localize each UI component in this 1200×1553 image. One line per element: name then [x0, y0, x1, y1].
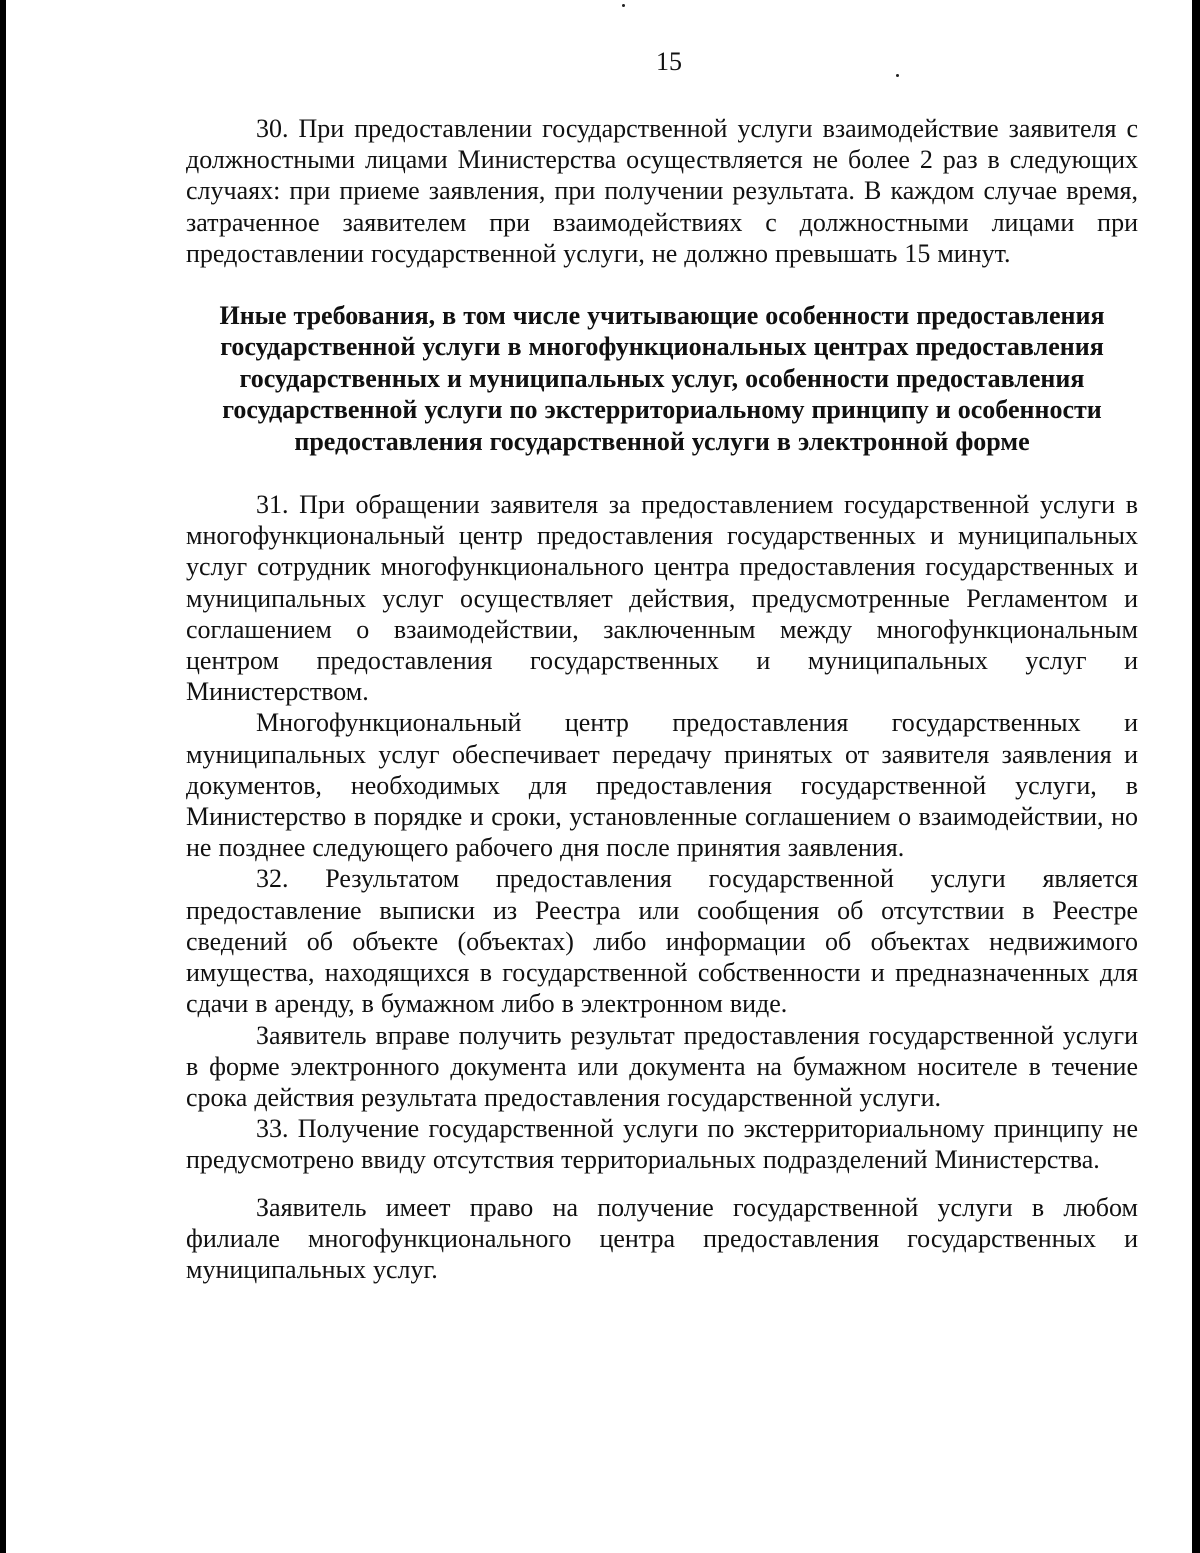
paragraph-33-continued: Заявитель имеет право на получение государственной услуги в любом филиале многофункционального центра предоставления государственных и муниципальных услуг.	[186, 1192, 1138, 1284]
paragraph-31: 31. При обращении заявителя за предоставлением государственной услуги в многофункциональный центр предоставления государственных и муниципальных услуг сотрудник многофункционального центра предоставления государственных и муниципальных услуг осуществляет действия, предусмотренные Регламентом и соглашением о взаимодействии, заключенным между многофункциональным центром предоставления государственных и муниципальных услуг и Министерством.	[186, 490, 1138, 707]
paragraph-31-continued: Многофункциональный центр предоставления государственных и муниципальных услуг обеспечивает передачу принятых от заявителя заявления и документов, необходимых для предоставления государственной услуги, в Министерство в порядке и сроки, установленные соглашением о взаимодействии, но не позднее следующего рабочего дня после принятия заявления.	[186, 708, 1138, 863]
page-number: 15	[656, 47, 682, 76]
document-body	[186, 42, 1138, 1285]
paragraph-30: 30. При предоставлении государственной услуги взаимодействие заявителя с должностными лицами Министерства осуществляется не более 2 раз в следующих случаях: при приеме заявления, при получении результата. В каждом случае время, затраченное заявителем при взаимодействиях с должностными лицами при предоставлении государственной услуги, не должно превышать 15 минут.	[186, 114, 1138, 268]
paragraph-32-continued: Заявитель вправе получить результат предоставления государственной услуги в форме электронного документа или документа на бумажном носителе в течение срока действия результата предоставления государственной услуги.	[186, 1020, 1138, 1112]
paragraph-33: 33. Получение государственной услуги по экстерриториальному принципу не предусмотрено ввиду отсутствия территориальных подразделений Министерства.	[186, 1114, 1138, 1175]
document-page	[6, 0, 1192, 1553]
section-heading: Иные требования, в том числе учитывающие особенности предоставления государственной услуги в многофункциональных центрах предоставления государственных и муниципальных услуг, особенности предоставления государственной услуги по экстерриториальному принципу и особенности предоставления государственной услуги в электронной форме	[219, 301, 1105, 456]
scan-speck	[622, 4, 625, 7]
paragraph-32: 32. Результатом предоставления государственной услуги является предоставление выписки из Реестра или сообщения об отсутствии в Реестре сведений об объекте (объектах) либо информации об объектах недвижимого имущества, находящихся в государственной собственности и предназначенных для сдачи в аренду, в бумажном либо в электронном виде.	[186, 864, 1138, 1019]
